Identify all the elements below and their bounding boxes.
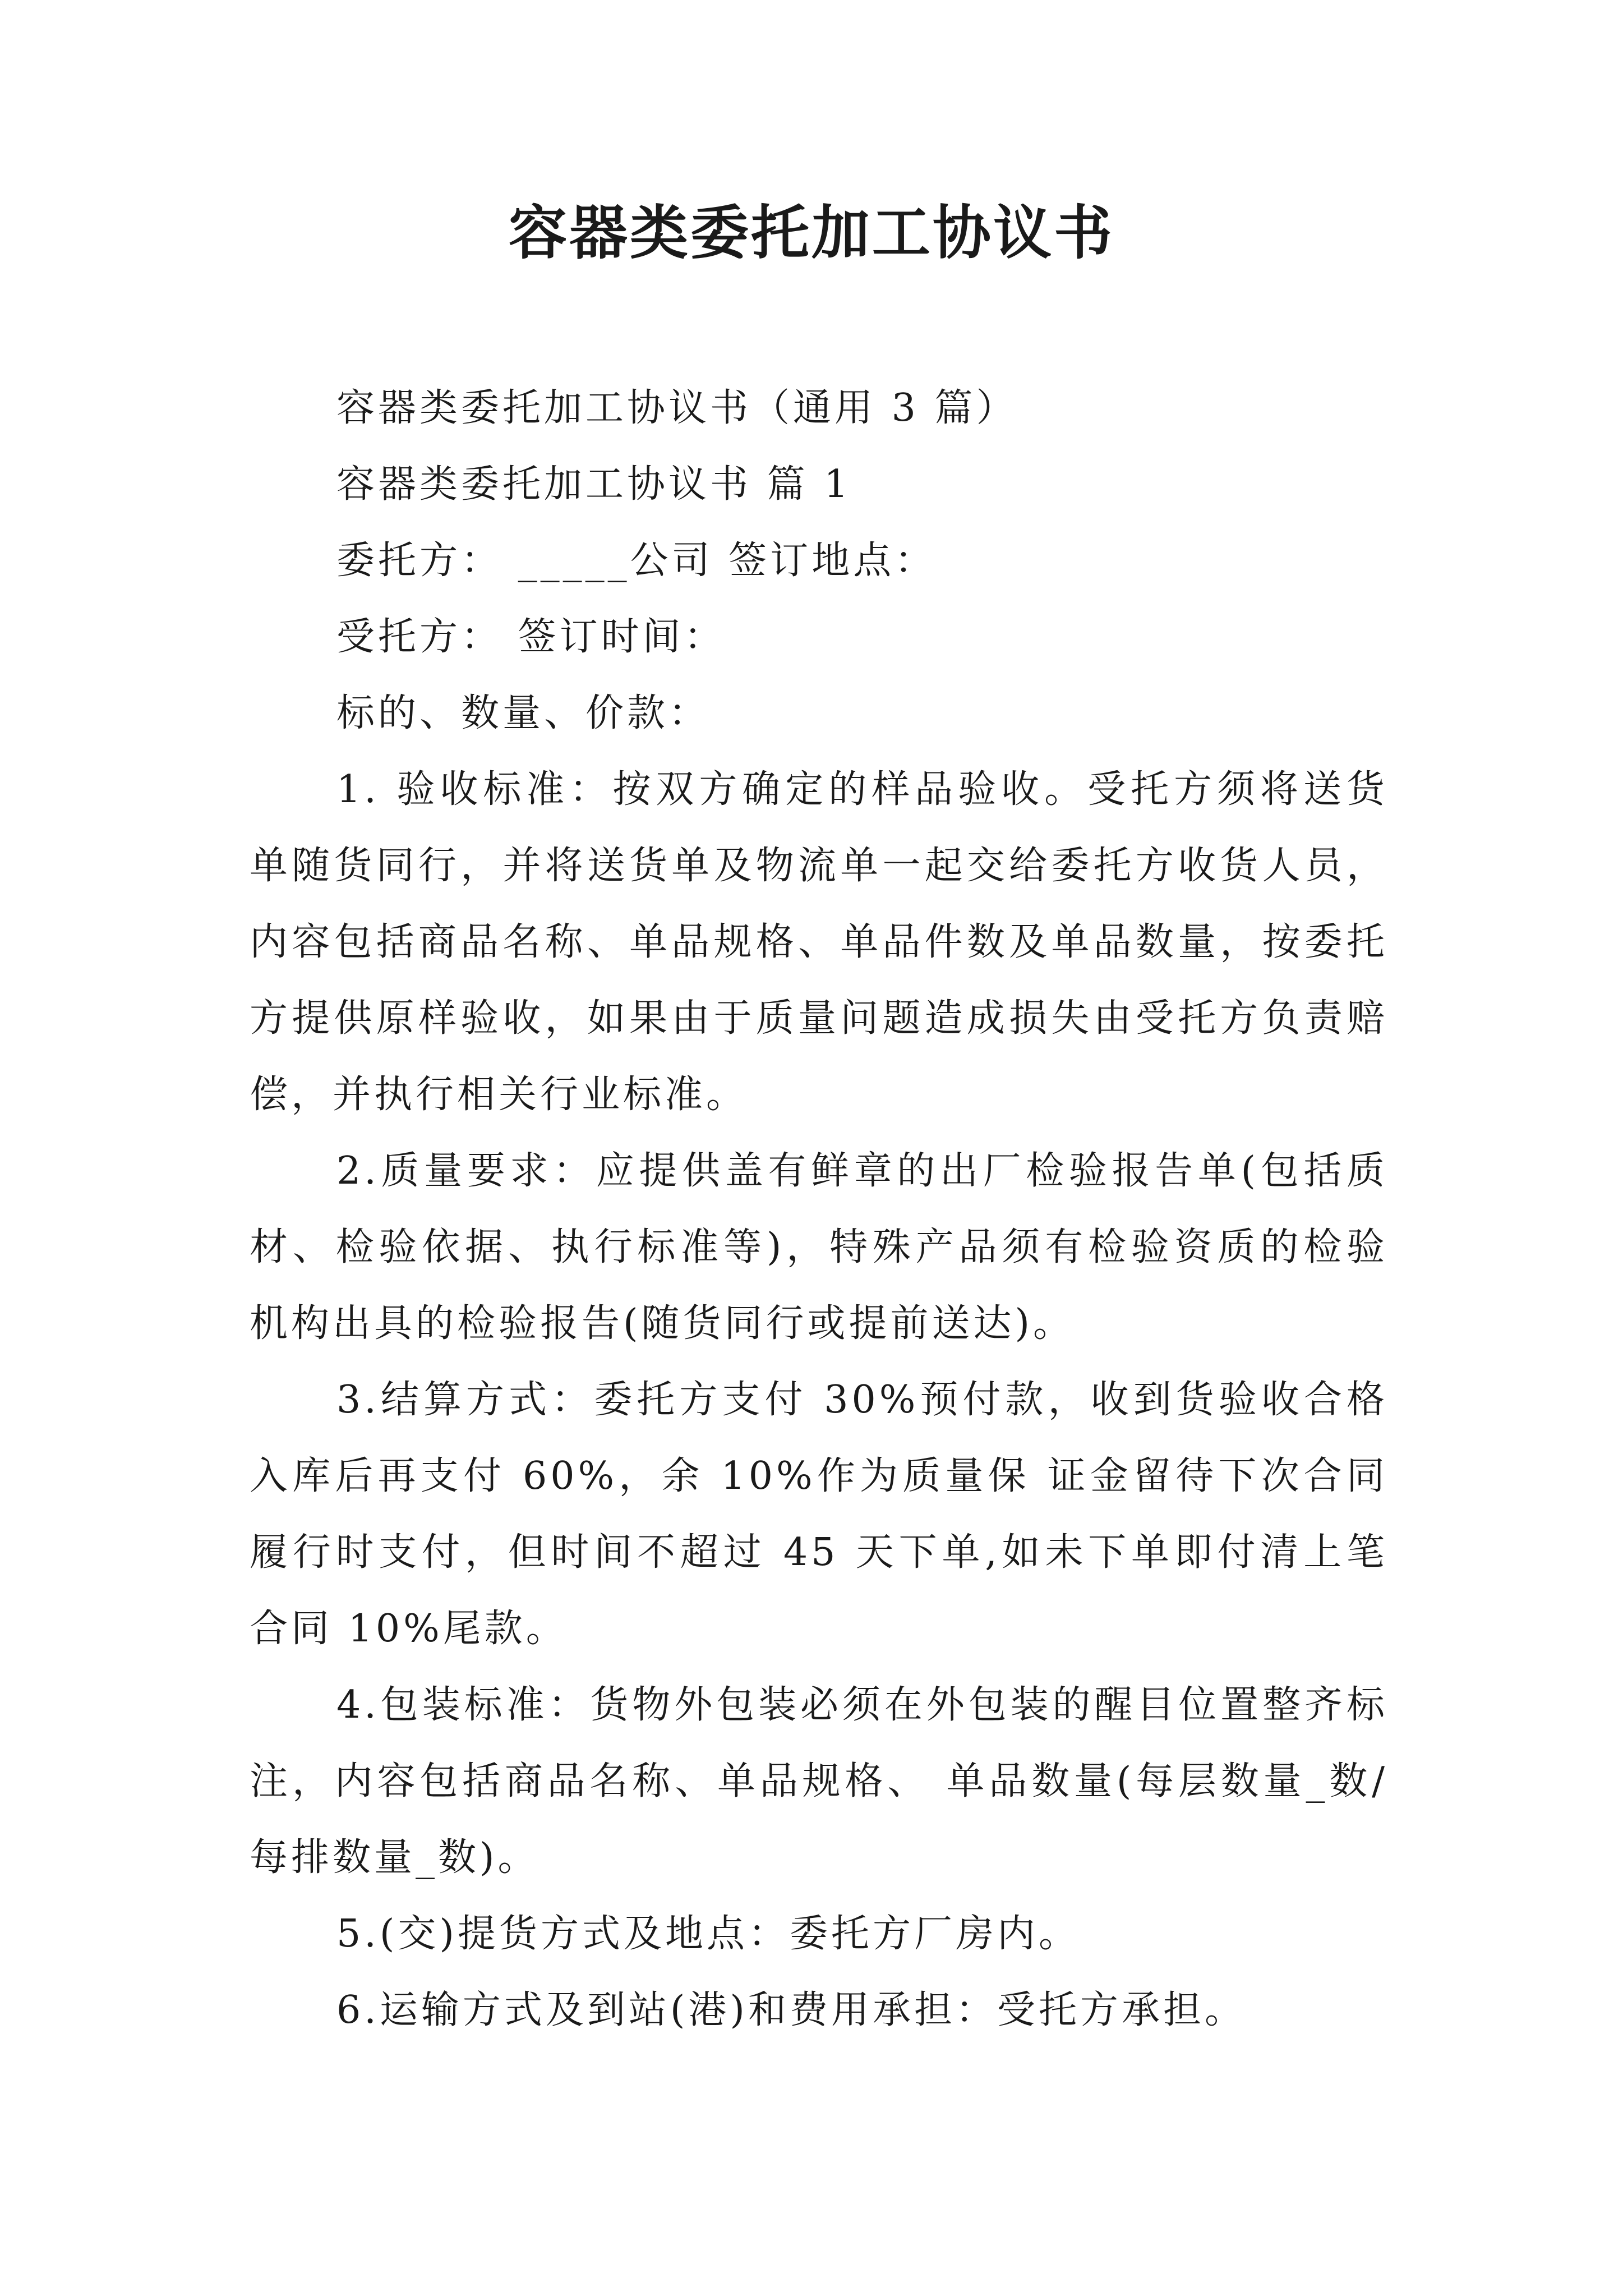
document-body <box>250 370 1388 2049</box>
section-heading: 容器类委托加工协议书 篇 1 <box>336 462 852 507</box>
contractor-line: 受托方： 签订时间： <box>336 615 726 659</box>
client-line: 委托方： _____公司 签订地点： <box>336 539 937 583</box>
subject-line: 标的、数量、价款： <box>336 691 711 735</box>
clause-delivery: 5.(交)提货方式及地点：委托方厂房内。 <box>336 1912 1080 1956</box>
clause-acceptance: 1. 验收标准：按双方确定的样品验收。受托方须将送货单随货同行，并将送货单及物流单一起交给委托方收货人员，内容包括商品名称、单品规格、单品件数及单品数量，按委托方提供原样验收，如果由于质量问题造成损失由受托方负责赔偿，并执行相关行业标准。 <box>250 767 1388 1117</box>
clause-packaging: 4.包装标准：货物外包装必须在外包装的醒目位置整齐标注，内容包括商品名称、单品规格、 单品数量(每层数量_数/每排数量_数)。 <box>250 1683 1388 1880</box>
clause-transport: 6.运输方式及到站(港)和费用承担：受托方承担。 <box>336 1988 1246 2032</box>
subtitle-paragraph: 容器类委托加工协议书（通用 3 篇） <box>336 386 1018 430</box>
document-title: 容器类委托加工协议书 <box>508 198 1114 267</box>
clause-quality: 2.质量要求：应提供盖有鲜章的出厂检验报告单(包括质材、检验依据、执行标准等)，特殊产品须有检验资质的检验机构出具的检验报告(随货同行或提前送达)。 <box>250 1149 1388 1346</box>
clause-settlement: 3.结算方式：委托方支付 30%预付款，收到货验收合格入库后再支付 60%，余 10%作为质量保 证金留待下次合同履行时支付，但时间不超过 45 天下单,如未下单即付清上笔合同 10%尾款。 <box>250 1378 1388 1651</box>
